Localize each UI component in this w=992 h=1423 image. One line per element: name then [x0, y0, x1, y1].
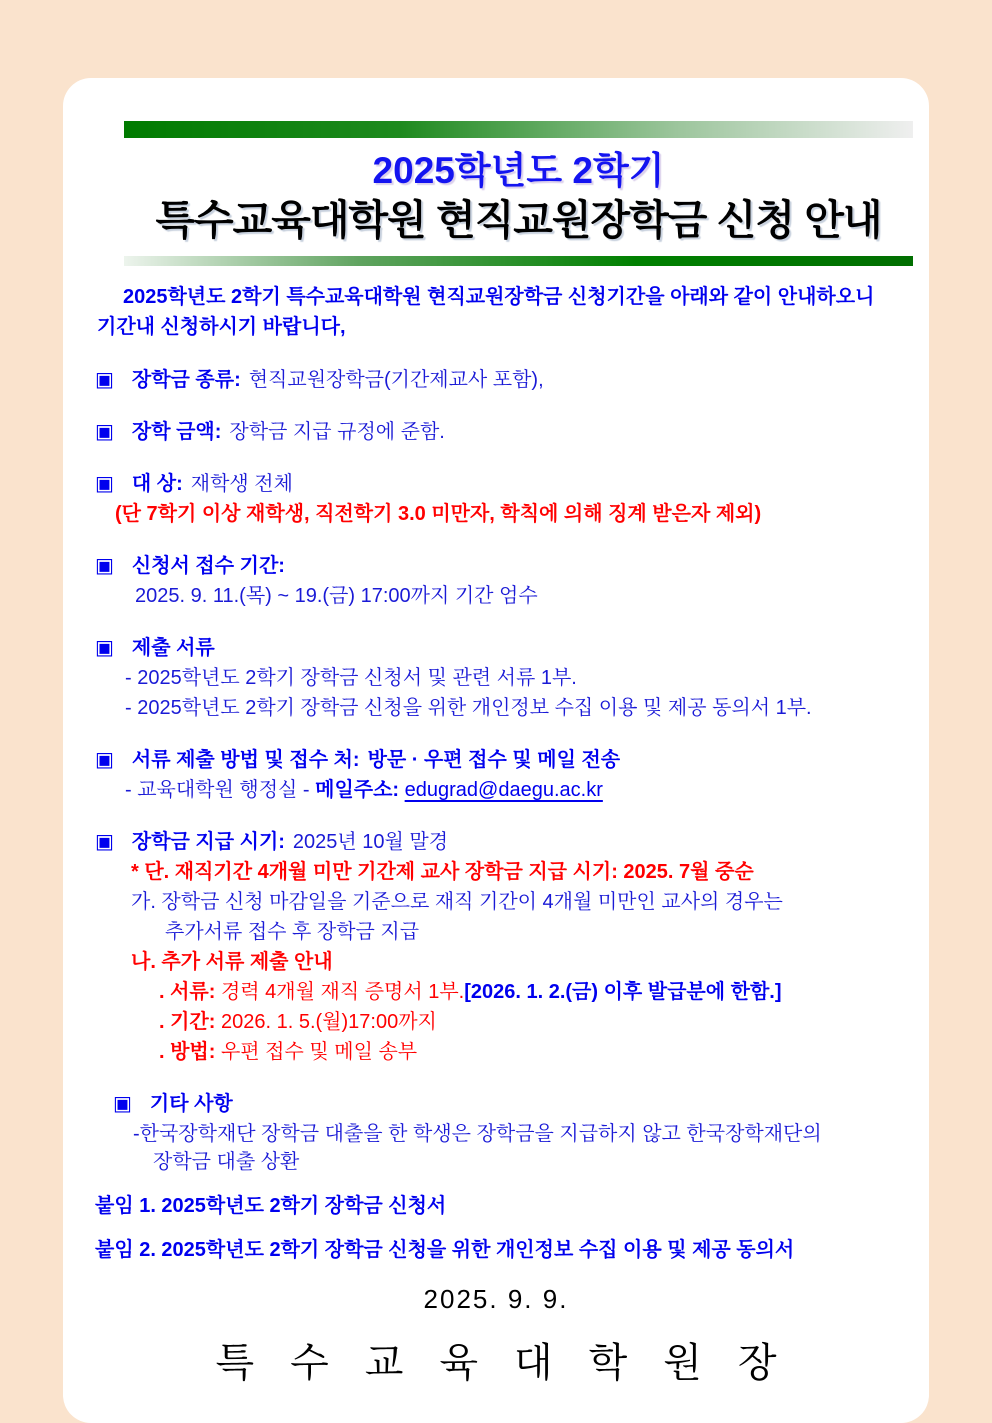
payment-case-a-cont: 추가서류 접수 후 장학금 지급 — [165, 921, 420, 943]
section-etc — [113, 1090, 903, 1176]
application-period-line — [95, 552, 903, 580]
square-bullet-icon: ▣ — [95, 555, 114, 577]
signer-title: 특수교육대학원장 — [215, 1341, 813, 1385]
etc-line — [113, 1090, 903, 1118]
payment-method-value: 우편 접수 및 메일 송부 — [220, 1041, 418, 1063]
attachment-2: 붙임 2. 2025학년도 2학기 장학금 신청을 위한 개인정보 수집 이용 및 제공 동의서 — [95, 1239, 795, 1261]
submission-office: - 교육대학원 행정실 - — [125, 779, 310, 801]
notice-header — [124, 148, 913, 246]
payment-doc-label: . 서류: — [159, 981, 216, 1003]
submission-line — [95, 746, 903, 774]
submission-value: 방문 · 우편 접수 및 메일 전송 — [367, 749, 621, 771]
payment-case-a: 가. 장학금 신청 마감일을 기준으로 재직 기간이 4개월 미만인 교사의 경우는 — [131, 891, 783, 913]
square-bullet-icon: ▣ — [95, 369, 114, 391]
payment-doc-line — [95, 978, 903, 1006]
payment-method-line — [95, 1038, 903, 1066]
scholarship-type-line — [132, 366, 544, 394]
etc-text-line1: -한국장학재단 장학금 대출을 한 학생은 장학금을 지급하지 않고 한국장학재단의 — [133, 1123, 822, 1145]
payment-doc-value: 경력 4개월 재직 증명서 1부. — [220, 981, 465, 1003]
amount-label: 장학 금액: — [131, 421, 222, 443]
square-bullet-icon: ▣ — [95, 473, 114, 495]
payment-method-label: . 방법: — [159, 1041, 216, 1063]
payment-period-label: . 기간: — [159, 1011, 216, 1033]
payment-period-value: 2026. 1. 5.(월)17:00까지 — [220, 1011, 437, 1033]
payment-case-b: 나. 추가 서류 제출 안내 — [131, 951, 333, 973]
submission-email-label: 메일주소: — [315, 779, 400, 801]
scholarship-type-value: 현직교원장학금(기간제교사 포함), — [248, 369, 544, 391]
notice-title: 특수교육대학원 현직교원장학금 신청 안내 — [155, 197, 882, 243]
section-amount — [95, 418, 903, 446]
attachment-1: 붙임 1. 2025학년도 2학기 장학금 신청서 — [95, 1195, 447, 1217]
target-value: 재학생 전체 — [190, 473, 293, 495]
target-exclusion-note: (단 7학기 이상 재학생, 직전학기 3.0 미만자, 학칙에 의해 징계 받은자 제외) — [115, 503, 762, 525]
documents-line — [95, 634, 903, 662]
submission-text — [132, 746, 620, 774]
section-application-period — [95, 552, 903, 610]
payment-exception-note: * 단. 재직기간 4개월 미만 기간제 교사 장학금 지급 시기: 2025. 7월 중순 — [131, 861, 754, 883]
intro-paragraph: 2025학년도 2학기 특수교육대학원 현직교원장학금 신청기간을 아래와 같이 안내하오니 기간내 신청하시기 바랍니다, — [97, 286, 875, 338]
section-target — [95, 470, 903, 528]
square-bullet-icon: ▣ — [95, 421, 114, 443]
etc-text-line2: 장학금 대출 상환 — [153, 1151, 300, 1173]
notice-semester: 2025학년도 2학기 — [372, 150, 665, 191]
square-bullet-icon: ▣ — [95, 749, 114, 771]
section-documents — [95, 634, 903, 722]
documents-label: 제출 서류 — [131, 637, 215, 659]
submission-email-link[interactable]: edugrad@daegu.ac.kr — [404, 779, 603, 801]
target-text — [132, 470, 293, 498]
notice-card — [63, 78, 929, 1423]
notice-date: 2025. 9. 9. — [423, 1284, 569, 1314]
payment-line — [95, 828, 903, 856]
amount-line — [132, 418, 445, 446]
amount-value: 장학금 지급 규정에 준함. — [229, 421, 445, 443]
square-bullet-icon: ▣ — [95, 831, 114, 853]
square-bullet-icon: ▣ — [95, 637, 114, 659]
payment-label: 장학금 지급 시기: — [131, 831, 285, 853]
payment-period-line — [95, 1008, 903, 1036]
notice-body — [63, 366, 929, 1264]
submission-label: 서류 제출 방법 및 접수 처: — [131, 749, 360, 771]
section-submission — [95, 746, 903, 804]
section-scholarship-type — [95, 366, 903, 394]
square-bullet-icon: ▣ — [113, 1093, 132, 1115]
payment-value: 2025년 10월 말경 — [292, 831, 449, 853]
target-line — [95, 470, 903, 498]
target-label: 대 상: — [131, 473, 183, 495]
payment-text — [132, 828, 448, 856]
submission-office-line — [95, 776, 903, 804]
documents-item: - 2025학년도 2학기 장학금 신청서 및 관련 서류 1부. — [125, 667, 577, 689]
section-payment — [95, 828, 903, 1066]
top-gradient-bar — [124, 121, 913, 138]
payment-doc-note: [2026. 1. 2.(금) 이후 발급분에 한함.] — [464, 981, 782, 1003]
scholarship-type-label: 장학금 종류: — [131, 369, 241, 391]
etc-label: 기타 사항 — [149, 1093, 233, 1115]
documents-item: - 2025학년도 2학기 장학금 신청을 위한 개인정보 수집 이용 및 제공 동의서 1부. — [125, 697, 812, 719]
title-underline-bar — [124, 256, 913, 266]
application-period-value: 2025. 9. 11.(목) ~ 19.(금) 17:00까지 기간 엄수 — [135, 585, 538, 607]
application-period-label: 신청서 접수 기간: — [131, 555, 285, 577]
